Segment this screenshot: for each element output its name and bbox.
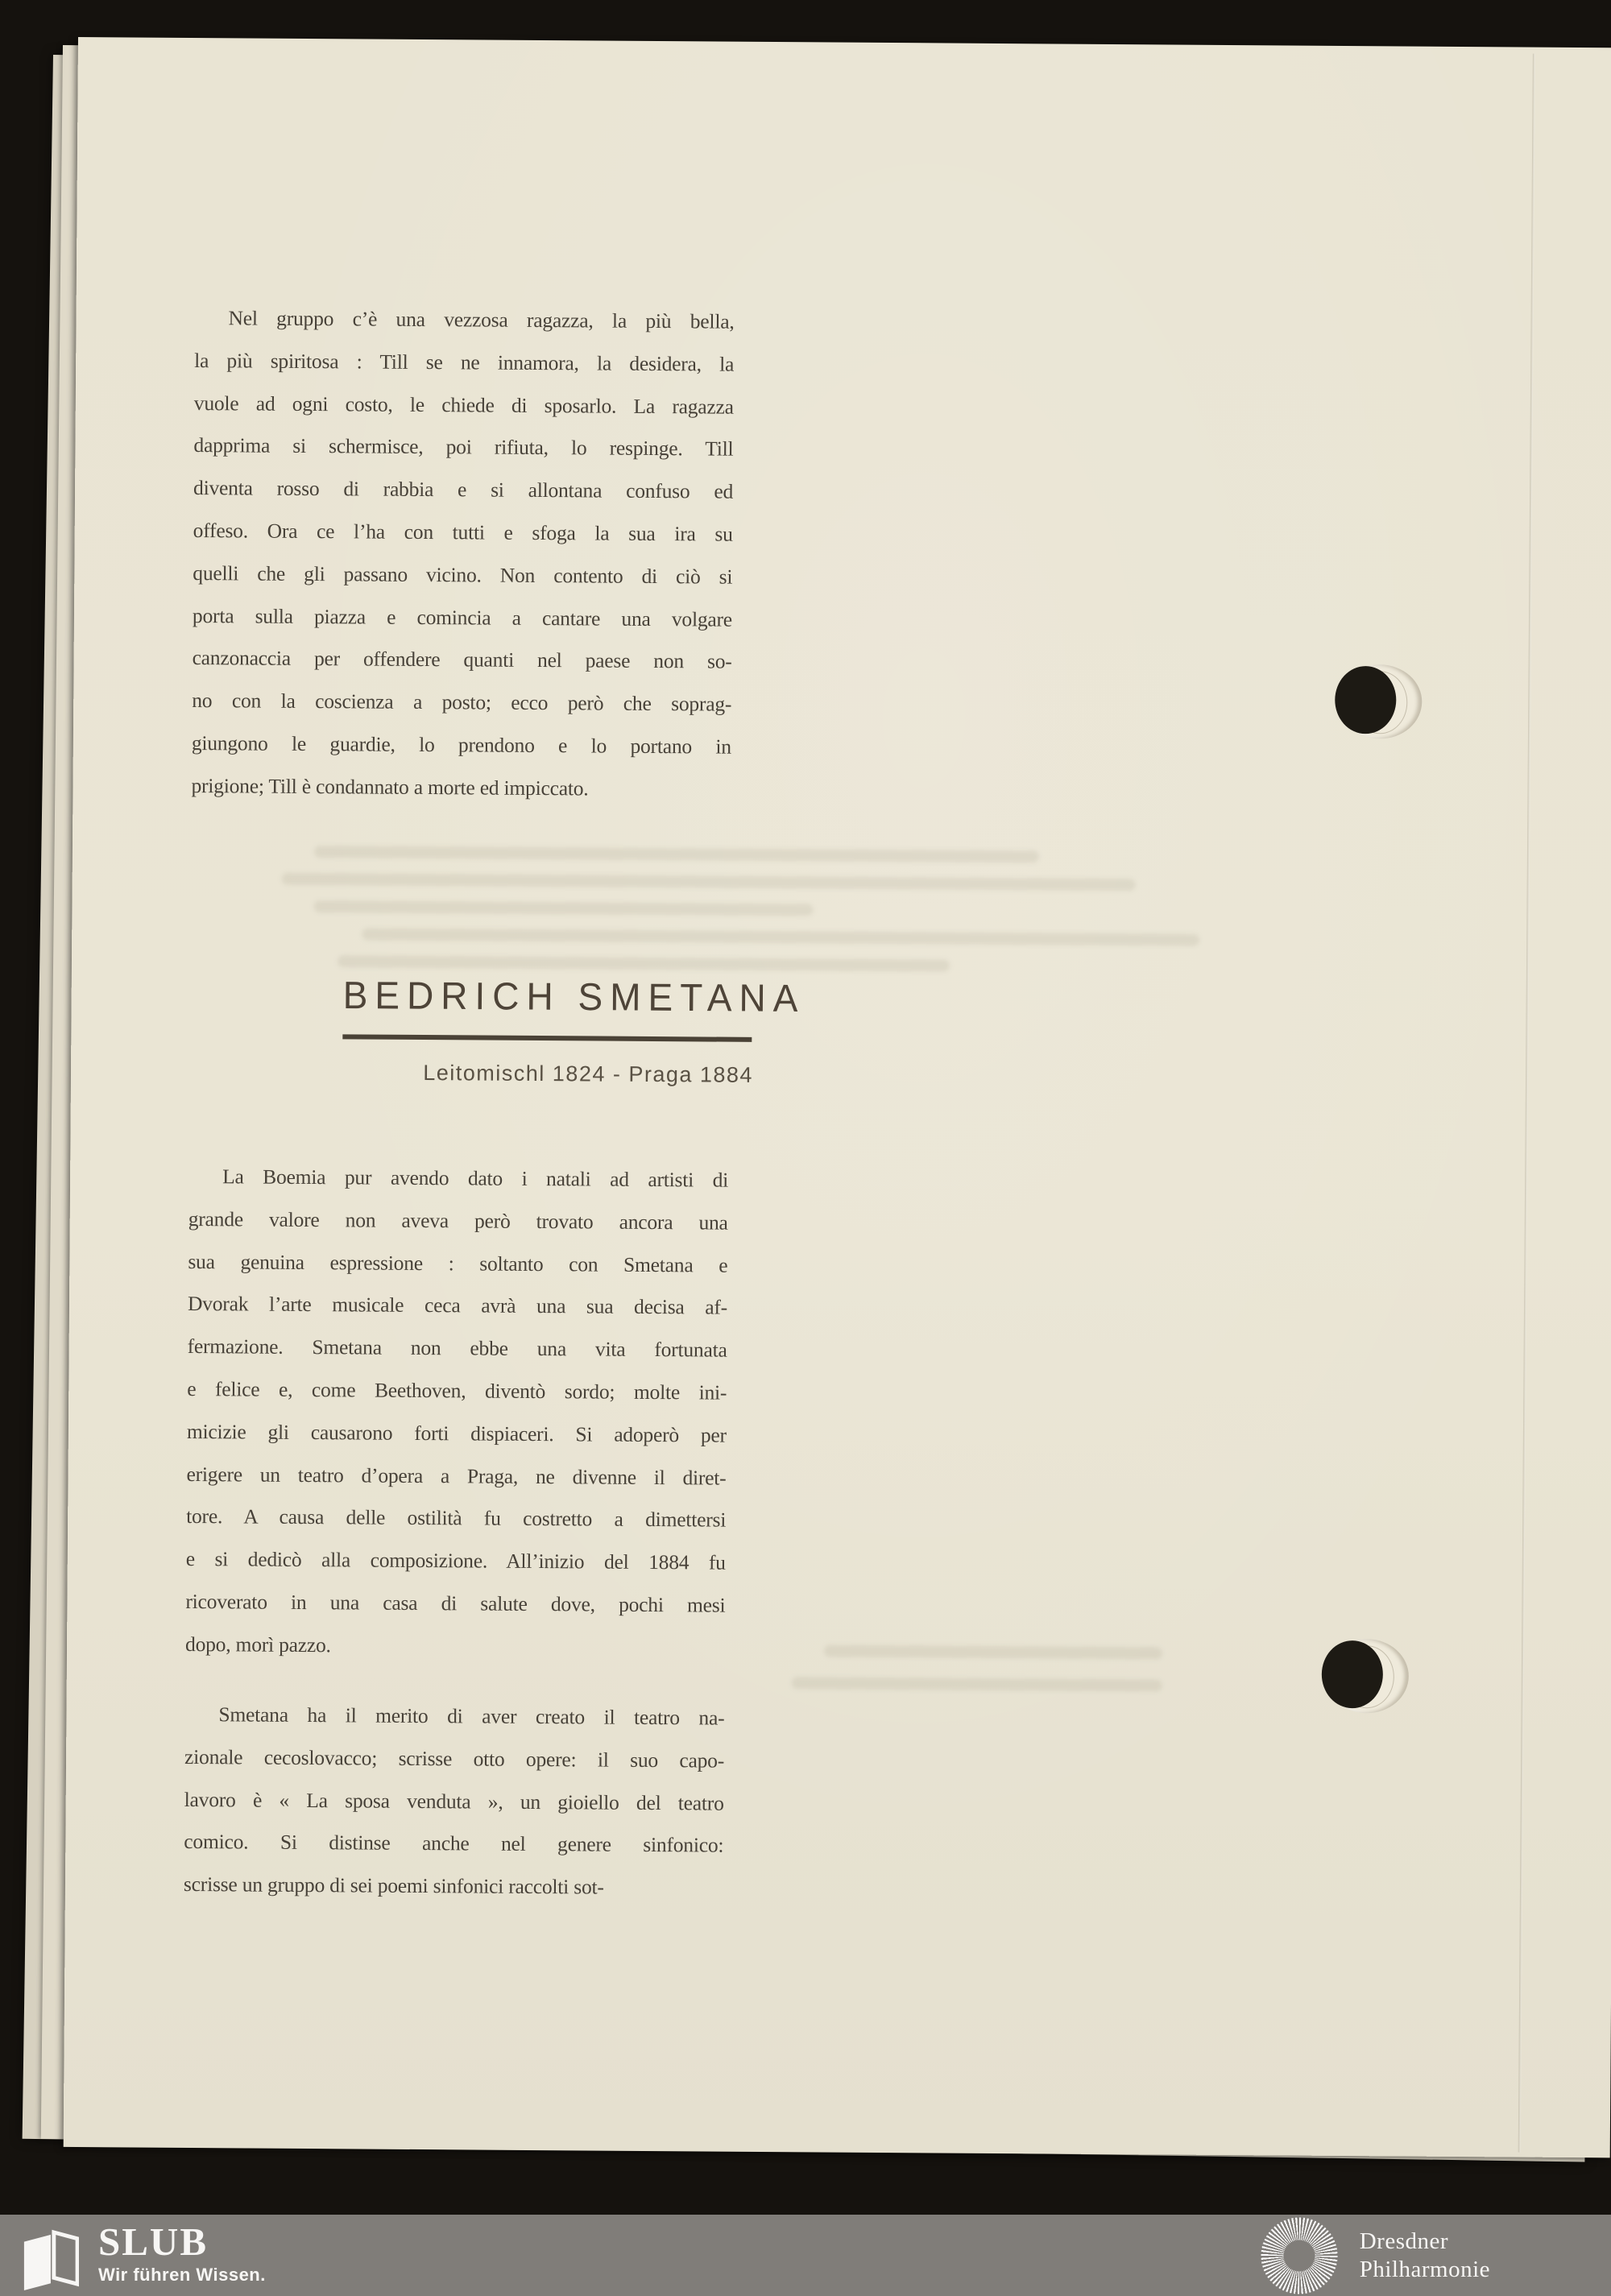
bleedthrough-text — [282, 873, 1136, 891]
text-line: erigere un teatro d’opera a Praga, ne divenne il diret- — [186, 1462, 727, 1490]
text-line: giungono le guardie, lo prendono e lo portano in — [191, 730, 731, 759]
punch-hole-bottom-opening — [1322, 1640, 1384, 1709]
page-fold-line — [1518, 54, 1535, 2153]
text-line: sua genuina espressione : soltanto con Smetana e — [188, 1249, 728, 1277]
bleedthrough-text — [792, 1677, 1162, 1691]
composer-dates: Leitomischl 1824 - Praga 1884 — [423, 1061, 754, 1087]
text-line: grande valore non aveva però trovato ancora una — [188, 1206, 728, 1235]
paragraph-smetana-works — [184, 1694, 725, 1910]
text-line: diventa rosso di rabbia e si allontana confuso ed — [193, 476, 734, 503]
text-line: Smetana ha il merito di aver creato il teatro na- — [218, 1702, 725, 1730]
text-line: prigione; Till è condannato a morte ed impiccato. — [191, 773, 589, 800]
paragraph-till-story — [191, 297, 734, 811]
philharmonie-logo-text — [1360, 2228, 1490, 2284]
text-line: zionale cecoslovacco; scrisse otto opere: il suo capo- — [184, 1744, 725, 1773]
text-line: dapprima si schermisce, poi rifiuta, lo respinge. Till — [193, 433, 734, 461]
text-line: lavoro è « La sposa venduta », un gioiello del teatro — [184, 1787, 724, 1815]
bleedthrough-text — [313, 900, 813, 916]
text-line: micizie gli causarono forti dispiaceri. Si adoperò per — [186, 1419, 727, 1447]
text-line: la più spiritosa : Till se ne innamora, la desidera, la — [194, 348, 735, 376]
text-line: vuole ad ogni costo, le chiede di sposarlo. La ragazza — [193, 391, 734, 419]
text-line: canzonaccia per offendere quanti nel paese non so- — [192, 646, 732, 674]
philharmonie-text-line1: Dresdner — [1359, 2228, 1449, 2254]
text-line: quelli che gli passano vicino. Non contento di ciò si — [193, 561, 733, 589]
text-line: La Boemia pur avendo dato i natali ad artisti di — [222, 1165, 729, 1192]
text-line: offeso. Ora ce l’ha con tutti e sfoga la sua ira su — [193, 518, 733, 546]
text-line: porta sulla piazza e comincia a cantare una volgare — [192, 603, 733, 631]
bleedthrough-text — [338, 955, 950, 971]
bleedthrough-text — [824, 1645, 1162, 1660]
text-line: e si dedicò alla composizione. All’inizio del 1884 fu — [185, 1547, 726, 1574]
punch-hole-top — [1338, 664, 1423, 739]
text-line: Dvorak l’arte musicale ceca avrà una sua decisa af- — [187, 1292, 728, 1320]
text-line: no con la coscienza a posto; ecco però che soprag- — [192, 689, 732, 716]
philharmonie-sunburst-icon — [1260, 2216, 1339, 2295]
paragraph-smetana-biography — [185, 1156, 728, 1669]
text-line: fermazione. Smetana non ebbe una vita fortunata — [187, 1334, 727, 1362]
slub-logo-text — [98, 2221, 266, 2287]
library-footer-bar — [0, 2215, 1611, 2296]
text-line: comico. Si distinse anche nel genere sinfonico: — [184, 1830, 724, 1858]
composer-heading: BEDRICH SMETANA — [342, 973, 806, 1020]
text-line: dopo, morì pazzo. — [184, 1632, 331, 1657]
punch-hole-top-opening — [1335, 666, 1397, 734]
text-line: e felice e, come Beethoven, diventò sordo; molte ini- — [187, 1376, 727, 1404]
philharmonie-text-line2: Philharmonie — [1359, 2256, 1490, 2282]
booklet-page — [64, 37, 1611, 2157]
text-line: scrisse un gruppo di sei poemi sinfonici raccolti sot- — [183, 1872, 604, 1899]
slub-logo — [0, 2221, 266, 2290]
heading-underline — [342, 1034, 752, 1042]
dresdner-philharmonie-logo — [1260, 2216, 1611, 2295]
bleedthrough-text — [314, 846, 1039, 863]
punch-hole-bottom — [1325, 1639, 1410, 1714]
text-line: tore. A causa delle ostilità fu costretto a dimettersi — [186, 1504, 727, 1533]
slub-open-book-icon — [21, 2229, 79, 2290]
text-line: ricoverato in una casa di salute dove, pochi mesi — [185, 1589, 726, 1617]
slub-tagline: Wir führen Wissen. — [98, 2264, 266, 2285]
bleedthrough-text — [362, 928, 1199, 945]
slub-wordmark: SLUB — [98, 2219, 209, 2264]
text-line: Nel gruppo c’è una vezzosa ragazza, la più bella, — [228, 306, 735, 333]
